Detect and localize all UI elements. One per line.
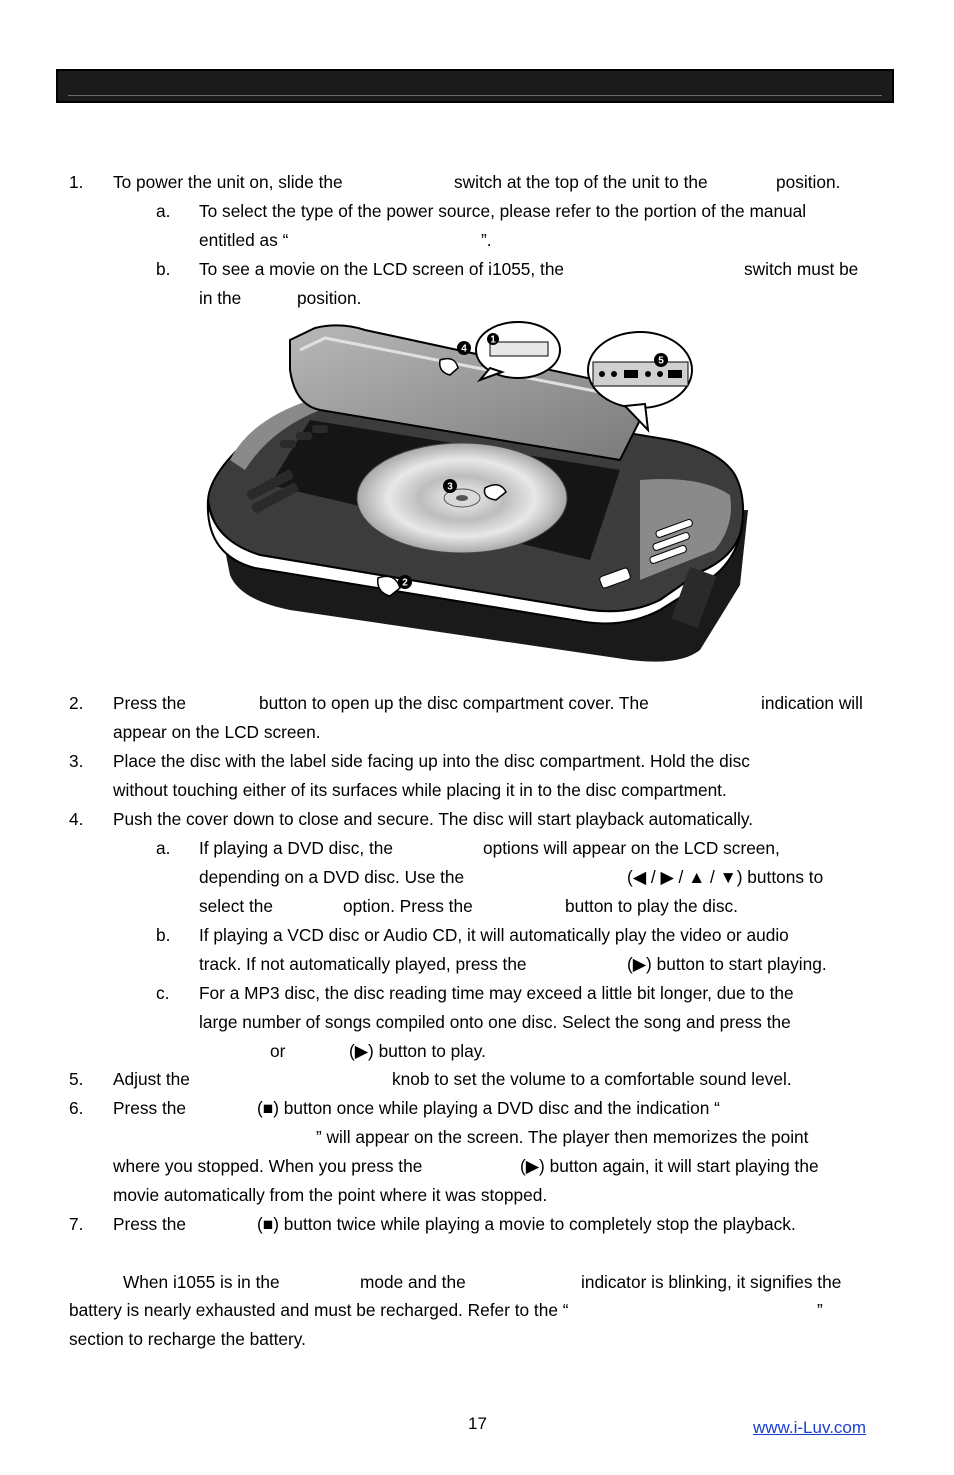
list-number: 6. [69, 1098, 84, 1118]
text-line: track. If not automatically played, press the [199, 954, 527, 974]
text-line: (▶) button again, it will start playing the [520, 1156, 819, 1176]
text-line: To power the unit on, slide the [113, 172, 343, 192]
text-line: position. [297, 288, 362, 308]
callout-2: 2 [402, 577, 408, 589]
sub-letter: a. [156, 838, 171, 858]
text-line: Press the [113, 693, 186, 713]
note-line: ” [817, 1300, 823, 1320]
text-line: indication will [761, 693, 863, 713]
list-number: 4. [69, 809, 84, 829]
page-number: 17 [468, 1414, 487, 1433]
list-number: 2. [69, 693, 84, 713]
text-line: Adjust the [113, 1069, 190, 1089]
text-line: select the [199, 896, 273, 916]
note-line: battery is nearly exhausted and must be recharged. Refer to the “ [69, 1300, 569, 1320]
list-number: 3. [69, 751, 84, 771]
text-line: For a MP3 disc, the disc reading time may exceed a little bit longer, due to the [199, 983, 794, 1003]
list-number: 7. [69, 1214, 84, 1234]
text-line: Press the [113, 1098, 186, 1118]
text-line: large number of songs compiled onto one disc. Select the song and press the [199, 1012, 791, 1032]
callout-5: 5 [658, 355, 664, 367]
text-line: If playing a VCD disc or Audio CD, it will automatically play the video or audio [199, 925, 789, 945]
text-line: button to open up the disc compartment cover. The [259, 693, 649, 713]
sub-letter: a. [156, 201, 171, 221]
header-rule [68, 95, 882, 96]
text-line: To select the type of the power source, please refer to the portion of the manual [199, 201, 807, 221]
text-line: (■) button twice while playing a movie to completely stop the playback. [257, 1214, 796, 1234]
sub-letter: b. [156, 925, 171, 945]
text-line: (▶) button to play. [349, 1041, 486, 1061]
section-header-bar [56, 69, 894, 103]
text-line: ”. [481, 230, 492, 250]
sub-letter: c. [156, 983, 170, 1003]
note-line: mode and the [360, 1272, 466, 1292]
text-line: Press the [113, 1214, 186, 1234]
text-line: where you stopped. When you press the [113, 1156, 423, 1176]
note-line: When i1055 is in the [123, 1272, 280, 1292]
callout-4: 4 [461, 343, 467, 355]
text-line: (▶) button to start playing. [627, 954, 827, 974]
list-number: 5. [69, 1069, 84, 1089]
website-link[interactable]: www.i-Luv.com [753, 1418, 867, 1437]
text-line: without touching either of its surfaces while placing it in to the disc compartment. [113, 780, 727, 800]
text-line: Push the cover down to close and secure. The disc will start playback automatically. [113, 809, 754, 829]
sub-letter: b. [156, 259, 171, 279]
text-line: knob to set the volume to a comfortable sound level. [392, 1069, 792, 1089]
text-line: If playing a DVD disc, the [199, 838, 394, 858]
text-line: in the [199, 288, 242, 308]
text-line: or [270, 1041, 286, 1061]
text-line: To see a movie on the LCD screen of i1055, the [199, 259, 565, 279]
note-line: indicator is blinking, it signifies the [581, 1272, 842, 1292]
text-line: movie automatically from the point where it was stopped. [113, 1185, 548, 1205]
text-line: options will appear on the LCD screen, [483, 838, 780, 858]
text-line: appear on the LCD screen. [113, 722, 321, 742]
text-line: switch must be [744, 259, 859, 279]
note-line: section to recharge the battery. [69, 1329, 306, 1349]
text-line: switch at the top of the unit to the [454, 172, 708, 192]
list-number: 1. [69, 172, 84, 192]
text-line: Place the disc with the label side facing up into the disc compartment. Hold the disc [113, 751, 750, 771]
dvd-player-illustration [200, 310, 760, 685]
callout-1: 1 [490, 334, 496, 346]
text-line: (◀ / ▶ / ▲ / ▼) buttons to [627, 867, 824, 887]
text-line: option. Press the [343, 896, 473, 916]
text-line: entitled as “ [199, 230, 289, 250]
text-line: button to play the disc. [565, 896, 738, 916]
text-line: position. [776, 172, 841, 192]
text-line: depending on a DVD disc. Use the [199, 867, 465, 887]
text-line: ” will appear on the screen. The player then memorizes the point [316, 1127, 809, 1147]
callout-3: 3 [447, 481, 453, 493]
text-line: (■) button once while playing a DVD disc and the indication “ [257, 1098, 720, 1118]
